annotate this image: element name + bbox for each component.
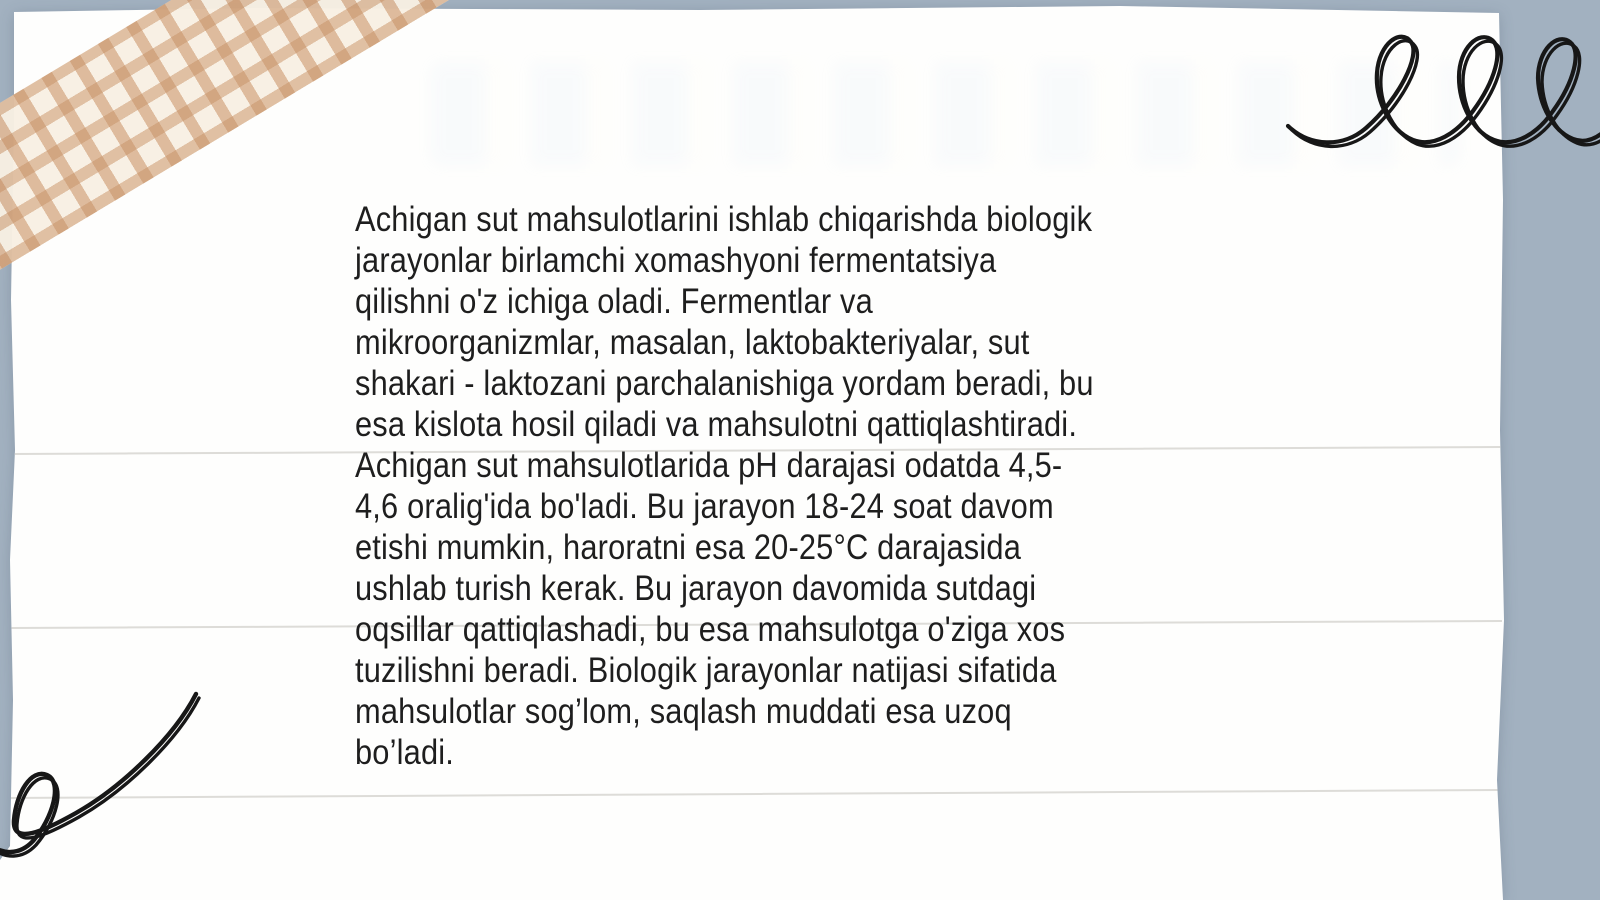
paragraph-line: shakari - laktozani parchalanishiga yordam beradi, bu [355,364,1094,403]
body-paragraph [355,199,1235,773]
faded-title-watermark [430,62,1460,166]
paragraph-line: bo’ladi. [355,733,455,772]
paragraph-line: mahsulotlar sog’lom, saqlash muddati esa uzoq [355,692,1012,731]
paragraph-line: mikroorganizmlar, masalan, laktobakteriyalar, sut [355,323,1030,362]
paragraph-line: esa kislota hosil qiladi va mahsulotni qattiqlashtiradi. [355,405,1078,444]
paragraph-line: tuzilishni beradi. Biologik jarayonlar natijasi sifatida [355,651,1057,690]
paragraph-line: etishi mumkin, haroratni esa 20-25°C darajasida [355,528,1022,567]
paragraph-line: oqsillar qattiqlashadi, bu esa mahsulotga o'ziga xos [355,610,1066,649]
paragraph-line: 4,6 oralig'ida bo'ladi. Bu jarayon 18-24 soat davom [355,487,1054,526]
paragraph-line: qilishni o'z ichiga oladi. Fermentlar va [355,282,873,321]
paragraph-line: jarayonlar birlamchi xomashyoni fermentatsiya [355,241,997,280]
paragraph-line: ushlab turish kerak. Bu jarayon davomida sutdagi [355,569,1037,608]
paragraph-line: Achigan sut mahsulotlarini ishlab chiqarishda biologik [355,200,1093,239]
paragraph-line: Achigan sut mahsulotlarida pH darajasi odatda 4,5- [355,446,1063,485]
